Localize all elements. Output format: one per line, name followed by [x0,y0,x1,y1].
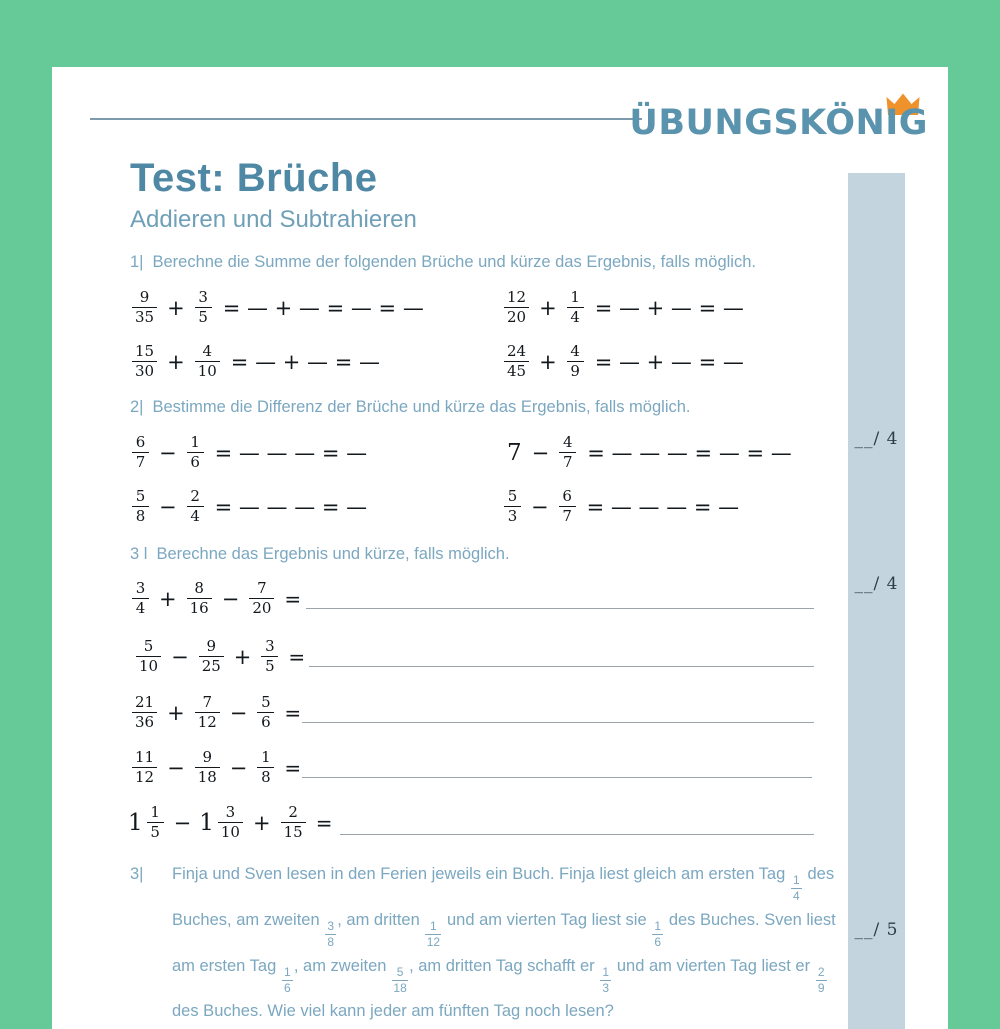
fraction-2-15: $\frac{2}{15}$ [281,804,306,841]
exercise-3-5[interactable] [128,804,340,841]
fraction-1-5: $\frac{1}{5}$ [147,804,164,841]
whole-part-1a: 1 [128,809,143,836]
score-mark-1[interactable]: __/ 4 [854,429,899,449]
operator-plus: + [252,810,271,835]
page-title: Test: Brüche [130,156,378,200]
operator-equals: = [284,755,302,780]
fraction-7-12: $\frac{7}{12}$ [195,694,220,731]
word-problem-body [172,857,842,1029]
wp-text-1: Finja und Sven lesen in den Ferien jeweils ein Buch. Finja liest gleich am ersten Tag [172,865,786,883]
fraction-5-8: $\frac{5}{8}$ [132,488,149,525]
operator-minus: − [167,755,185,780]
answer-slots-1-4[interactable]: = — + — = — [594,349,744,374]
exercise-2-4[interactable] [502,488,748,525]
fraction-4-9: $\frac{4}{9}$ [567,343,584,380]
wp-fraction-1-6a: $\frac{1}{6}$ [652,920,663,948]
fraction-4-7: $\frac{4}{7}$ [559,434,576,471]
instruction-2-number: 2| [130,398,144,416]
whole-part-1b: 1 [199,809,214,836]
fraction-9-35: $\frac{9}{35}$ [132,289,157,326]
operator-plus: + [159,586,177,611]
answer-slots-1-1[interactable]: = — + — = — = — [222,295,424,320]
operator-equals: = [284,700,302,725]
operator-plus: + [539,349,557,374]
page-subtitle: Addieren und Subtrahieren [130,206,417,233]
wp-fraction-3-8: $\frac{3}{8}$ [325,920,336,948]
exercise-2-1[interactable] [130,434,376,471]
operator-minus: − [159,494,177,519]
operator-minus: − [221,586,240,611]
wp-fraction-2-9: $\frac{2}{9}$ [816,966,827,994]
fraction-1-4: $\frac{1}{4}$ [567,289,584,326]
fraction-15-30: $\frac{15}{30}$ [132,343,157,380]
instruction-1-text: Berechne die Summe der folgenden Brüche und kürze das Ergebnis, falls möglich. [152,253,756,271]
wp-text-2: des Buches, am zweiten [172,865,835,929]
wp-text-9: des Buches. Wie viel kann jeder am fünften Tag noch lesen? [172,1002,614,1021]
fraction-11-12: $\frac{11}{12}$ [132,749,157,786]
instruction-1-number: 1| [130,253,144,271]
operator-plus: + [167,295,185,320]
worksheet-page [52,67,948,1029]
exercise-1-2[interactable] [502,289,753,326]
fraction-12-20: $\frac{12}{20}$ [504,289,529,326]
operator-minus: − [171,644,189,669]
fraction-6-7: $\frac{6}{7}$ [132,434,149,471]
wp-fraction-5-18: $\frac{5}{18}$ [393,964,407,995]
answer-slots-1-3[interactable]: = — + — = — [230,349,380,374]
exercise-1-1[interactable] [130,289,433,326]
fraction-7-20: $\frac{7}{20}$ [249,580,274,617]
wp-text-8: und am vierten Tag liest er [616,956,811,975]
exercise-3-3[interactable] [130,694,309,731]
page-header [52,67,948,167]
fraction-3-4: $\frac{3}{4}$ [132,580,149,617]
operator-minus: − [229,700,248,725]
answer-line-3-3[interactable] [302,722,814,723]
operator-plus: + [233,644,252,669]
exercise-3-4[interactable] [130,749,309,786]
operator-equals: = [288,644,306,669]
wp-text-4: und am vierten Tag liest sie [446,910,647,929]
wp-text-3: , am dritten [337,910,420,929]
brand-wordmark: ÜBUNGSKÖNIG [629,103,928,143]
fraction-5-10: $\frac{5}{10}$ [136,638,161,675]
fraction-8-16: $\frac{8}{16}$ [187,580,212,617]
answer-slots-2-2[interactable]: = — — — = — = — [587,440,792,465]
operator-plus: + [167,700,185,725]
brand-logo [629,93,928,143]
instruction-2-text: Bestimme die Differenz der Brüche und kürze das Ergebnis, falls möglich. [152,398,691,416]
fraction-2-4: $\frac{2}{4}$ [187,488,204,525]
wp-fraction-1-4: $\frac{1}{4}$ [791,874,802,902]
fraction-3-5b: $\frac{3}{5}$ [261,638,278,675]
mixed-number-1-3-10 [199,804,245,841]
answer-line-3-4[interactable] [302,777,812,778]
exercise-1-4[interactable] [502,343,753,380]
operator-minus: − [531,440,550,465]
wp-fraction-1-6b: $\frac{1}{6}$ [282,966,293,994]
answer-line-3-2[interactable] [309,666,814,667]
instruction-3-number: 3 l [130,545,148,563]
whole-number-7: 7 [507,439,522,466]
operator-plus: + [167,349,185,374]
operator-minus: − [159,440,177,465]
wp-text-6: , am zweiten [293,956,387,975]
wp-fraction-1-12: $\frac{1}{12}$ [426,919,441,949]
score-mark-3[interactable]: __/ 5 [854,920,899,940]
exercise-2-2[interactable] [507,434,801,471]
answer-line-3-1[interactable] [306,608,814,609]
fraction-9-18: $\frac{9}{18}$ [195,749,220,786]
answer-slots-2-1[interactable]: = — — — = — [214,440,368,465]
wp-fraction-1-3: $\frac{1}{3}$ [600,966,611,994]
score-sidebar [848,173,905,1029]
answer-slots-2-4[interactable]: = — — — = — [586,494,740,519]
exercise-2-3[interactable] [130,488,376,525]
header-divider [90,118,642,120]
exercise-3-1[interactable] [130,580,309,617]
instruction-1 [130,253,756,272]
operator-plus: + [539,295,557,320]
operator-minus: − [531,494,549,519]
answer-slots-1-2[interactable]: = — + — = — [594,295,744,320]
word-problem [130,857,842,1029]
instruction-2 [130,398,691,417]
operator-minus: − [173,810,192,835]
fraction-1-6: $\frac{1}{6}$ [187,434,204,471]
fraction-1-8: $\frac{1}{8}$ [257,749,274,786]
fraction-5-6: $\frac{5}{6}$ [257,694,274,731]
operator-minus: − [229,755,248,780]
instruction-3 [130,545,510,564]
word-problem-number: 3| [130,865,144,883]
fraction-3-10: $\frac{3}{10}$ [218,804,243,841]
operator-equals: = [315,810,333,835]
exercise-1-3[interactable] [130,343,389,380]
fraction-3-5: $\frac{3}{5}$ [195,289,212,326]
fraction-21-36: $\frac{21}{36}$ [132,694,157,731]
fraction-5-3: $\frac{5}{3}$ [504,488,521,525]
score-mark-2[interactable]: __/ 4 [854,574,899,594]
answer-slots-2-3[interactable]: = — — — = — [214,494,368,519]
wp-text-7: , am dritten Tag schafft er [409,956,595,975]
mixed-number-1-1-5 [128,804,166,841]
wp-text-5: des Buches. Sven liest am ersten Tag [172,910,836,975]
operator-equals: = [284,586,302,611]
answer-line-3-5[interactable] [340,834,814,835]
fraction-9-25: $\frac{9}{25}$ [199,638,224,675]
instruction-3-text: Berechne das Ergebnis und kürze, falls möglich. [156,545,510,563]
fraction-4-10: $\frac{4}{10}$ [195,343,220,380]
exercise-3-2[interactable] [134,638,313,675]
fraction-6-7b: $\frac{6}{7}$ [559,488,576,525]
fraction-24-45: $\frac{24}{45}$ [504,343,529,380]
